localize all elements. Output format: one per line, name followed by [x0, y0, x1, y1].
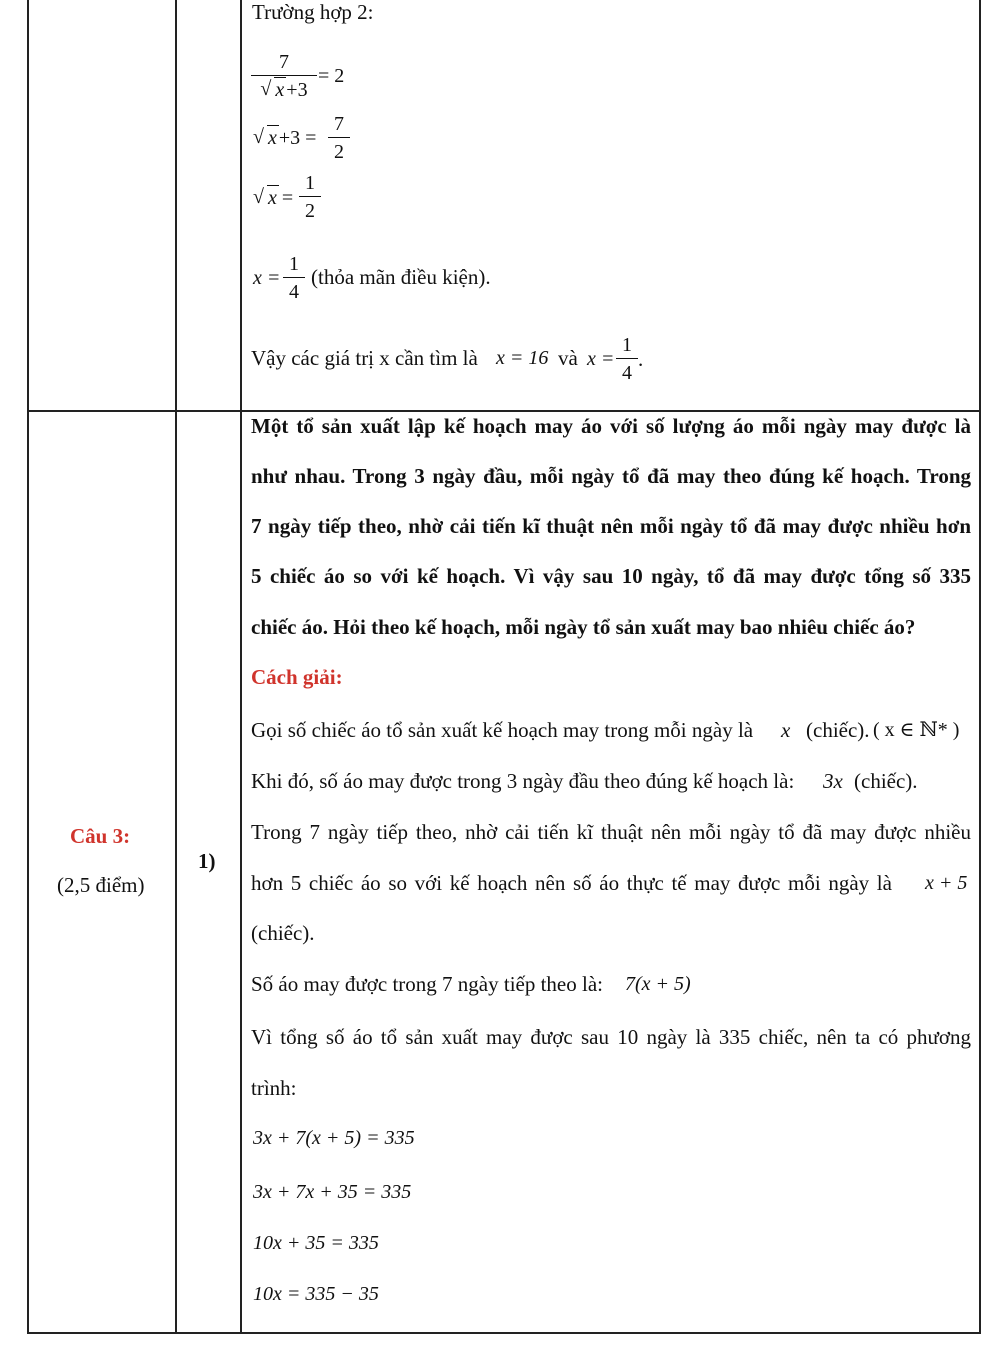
- table-right-border: [979, 0, 981, 1333]
- equation-1-fraction: 7 √ x +3: [251, 52, 317, 100]
- solution-line-2-expr: 3x: [823, 769, 843, 793]
- solution-line-4-text: Số áo may được trong 7 ngày tiếp theo là:: [251, 972, 603, 996]
- solution-line-2-unit: (chiếc).: [854, 769, 918, 793]
- solution-line-5a: Vì tổng số áo tổ sản xuất may được sau 10 ngày là 335 chiếc, nên ta có phương: [251, 1025, 971, 1049]
- solution-line-3b: hơn 5 chiếc áo so với kế hoạch nên số áo thực tế may được mỗi ngày là: [251, 871, 892, 895]
- solution-line-2-text: Khi đó, số áo may được trong 3 ngày đầu theo đúng kế hoạch là:: [251, 769, 795, 793]
- table-left-border: [27, 0, 29, 1333]
- solution-heading: Cách giải:: [251, 665, 343, 689]
- table-bottom-border: [27, 1332, 981, 1334]
- solution-line-4-expr: 7(x + 5): [625, 973, 691, 995]
- equation-4-fraction: 1 4: [283, 254, 305, 302]
- solution-line-3a: Trong 7 ngày tiếp theo, nhờ cải tiến kĩ thuật nên mỗi ngày tổ đã may được nhiều: [251, 820, 971, 844]
- equation-3-lhs: √ x =: [253, 186, 294, 209]
- solution-line-1-unit: (chiếc).: [806, 718, 870, 742]
- equation-1-rhs: = 2: [318, 65, 345, 87]
- conclusion-value-2-lhs: x =: [587, 348, 615, 370]
- table-col-divider-2: [240, 0, 242, 1333]
- condition-note: (thỏa mãn điều kiện).: [311, 265, 491, 289]
- problem-line-1: Một tổ sản xuất lập kế hoạch may áo với số lượng áo mỗi ngày may được là: [251, 414, 971, 438]
- equation-step-4: 10x = 335 − 35: [253, 1283, 379, 1305]
- conclusion-and: và: [558, 346, 578, 370]
- question-points: (2,5 điểm): [57, 873, 145, 897]
- problem-line-2: như nhau. Trong 3 ngày đầu, mỗi ngày tổ đã may theo đúng kế hoạch. Trong: [251, 464, 971, 488]
- case-label: Trường hợp 2:: [252, 0, 374, 24]
- solution-line-1-condition: ( x ∈ ℕ* ): [873, 719, 960, 741]
- problem-line-4: 5 chiếc áo so với kế hoạch. Vì vậy sau 10 ngày, tổ đã may được tổng số 335: [251, 564, 971, 588]
- solution-line-1-text: Gọi số chiếc áo tổ sản xuất kế hoạch may trong mỗi ngày là: [251, 718, 754, 742]
- equation-3-fraction: 1 2: [299, 173, 321, 221]
- conclusion-text: Vậy các giá trị x cần tìm là: [251, 346, 478, 370]
- equation-4-lhs: x =: [253, 267, 281, 289]
- problem-line-5: chiếc áo. Hỏi theo kế hoạch, mỗi ngày tổ sản xuất may bao nhiêu chiếc áo?: [251, 615, 916, 639]
- conclusion-value-1: x = 16: [496, 347, 549, 369]
- equation-2-lhs: √ x +3 =: [253, 126, 317, 149]
- solution-line-3c: (chiếc).: [251, 921, 315, 945]
- part-label: 1): [198, 849, 216, 873]
- conclusion-period: .: [638, 347, 644, 371]
- solution-line-1-var: x: [781, 718, 791, 742]
- equation-2-fraction: 7 2: [328, 114, 350, 162]
- problem-line-3: 7 ngày tiếp theo, nhờ cải tiến kĩ thuật nên mỗi ngày tổ đã may được nhiều hơn: [251, 514, 971, 538]
- conclusion-value-2-fraction: 1 4: [616, 335, 638, 383]
- equation-step-3: 10x + 35 = 335: [253, 1232, 379, 1254]
- table-col-divider-1: [175, 0, 177, 1333]
- equation-step-2: 3x + 7x + 35 = 335: [253, 1181, 412, 1203]
- table-row-divider: [27, 410, 981, 412]
- question-label: Câu 3:: [70, 824, 131, 848]
- solution-line-3-expr: x + 5: [925, 872, 968, 894]
- equation-step-1: 3x + 7(x + 5) = 335: [253, 1127, 415, 1149]
- solution-line-5b: trình:: [251, 1076, 297, 1100]
